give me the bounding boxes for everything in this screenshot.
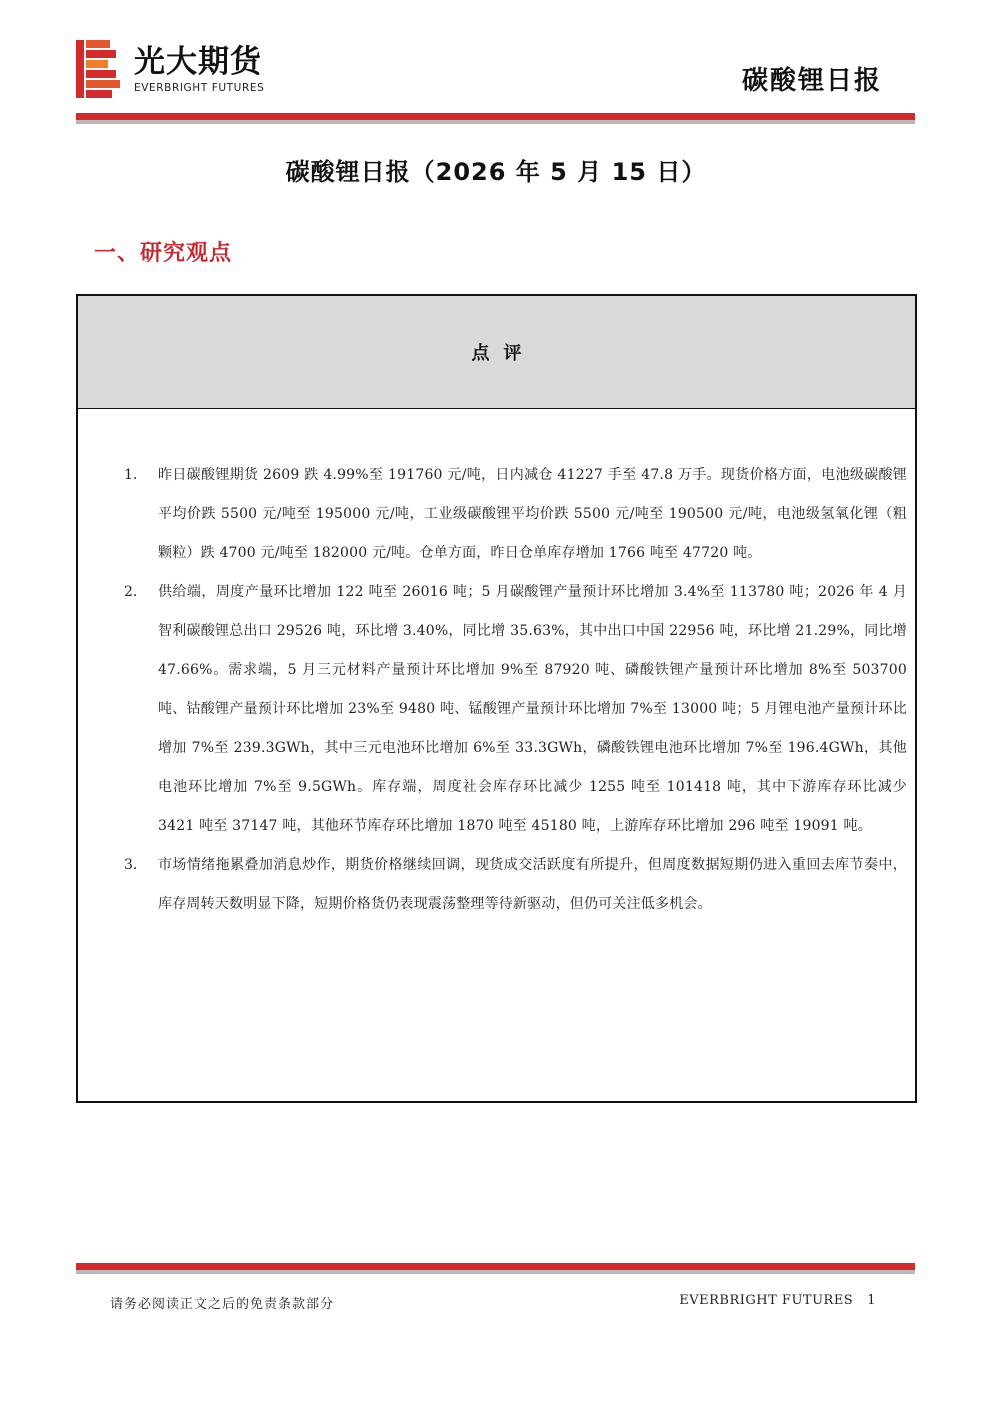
list-item <box>78 846 915 924</box>
list-item <box>78 456 915 573</box>
footer-rule <box>76 1263 915 1274</box>
commentary-box-header <box>78 296 915 409</box>
commentary-list <box>78 456 915 924</box>
item-text: 供给端，周度产量环比增加 122 吨至 26016 吨；5 月碳酸锂产量预计环比增加 3.4%至 113780 吨；2026 年 4 月智利碳酸锂总出口 29526 吨，环比增 3.40%，同比增 35.63%，其中出口中国 22956 吨，环比增 21.29%，同比增 47.66%。需求端，5 月三元材料产量预计环比增加 9%至 87920 吨、磷酸铁锂产量预计环比增加 8%至 503700 吨、钴酸锂产量预计环比增加 23%至 9480 吨、锰酸锂产量预计环比增加 7%至 13000 吨；5 月锂电池产量预计环比增加 7%至 239.3GWh，其中三元电池环比增加 6%至 33.3GWh，磷酸铁锂电池环比增加 7%至 196.4GWh，其他电池环比增加 7%至 9.5GWh。库存端，周度社会库存环比减少 1255 吨至 101418 吨，其中下游库存环比减少 3421 吨至 37147 吨，其他环节库存环比增加 1870 吨至 45180 吨，上游库存环比增加 296 吨至 19091 吨。 <box>158 584 907 834</box>
item-text: 昨日碳酸锂期货 2609 跌 4.99%至 191760 元/吨，日内减仓 41227 手至 47.8 万手。现货价格方面，电池级碳酸锂平均价跌 5500 元/吨至 195000 元/吨，工业级碳酸锂平均价跌 5500 元/吨至 190500 元/吨，电池级氢氧化锂（粗颗粒）跌 4700 元/吨至 182000 元/吨。仓单方面，昨日仓单库存增加 1766 吨至 47720 吨。 <box>158 467 907 561</box>
company-logo <box>76 40 316 100</box>
item-number: 1. <box>124 467 138 483</box>
logo-chinese-name: 光大期货 <box>134 44 262 80</box>
footer-disclaimer: 请务必阅读正文之后的免责条款部分 <box>110 1297 335 1312</box>
list-item <box>78 573 915 846</box>
logo-english-name: EVERBRIGHT FUTURES <box>134 82 265 94</box>
commentary-box <box>76 294 917 1103</box>
commentary-heading: 点评 <box>471 343 536 364</box>
item-number: 3. <box>124 857 138 873</box>
page-number: 1 <box>867 1293 876 1308</box>
item-text: 市场情绪拖累叠加消息炒作，期货价格继续回调，现货成交活跃度有所提升，但周度数据短期仍进入重回去库节奏中，库存周转天数明显下降，短期价格货仍表现震荡整理等待新驱动，但仍可关注低多机会。 <box>158 857 907 912</box>
header-rule <box>76 113 915 124</box>
document-title: 碳酸锂日报（2026 年 5 月 15 日） <box>285 158 707 186</box>
section-heading: 一、研究观点 <box>94 241 233 266</box>
everbright-logo-icon <box>76 40 120 98</box>
item-number: 2. <box>124 584 138 600</box>
footer-brand-name: EVERBRIGHT FUTURES <box>679 1293 854 1308</box>
report-name: 碳酸锂日报 <box>741 66 882 96</box>
footer-brand <box>679 1293 876 1308</box>
